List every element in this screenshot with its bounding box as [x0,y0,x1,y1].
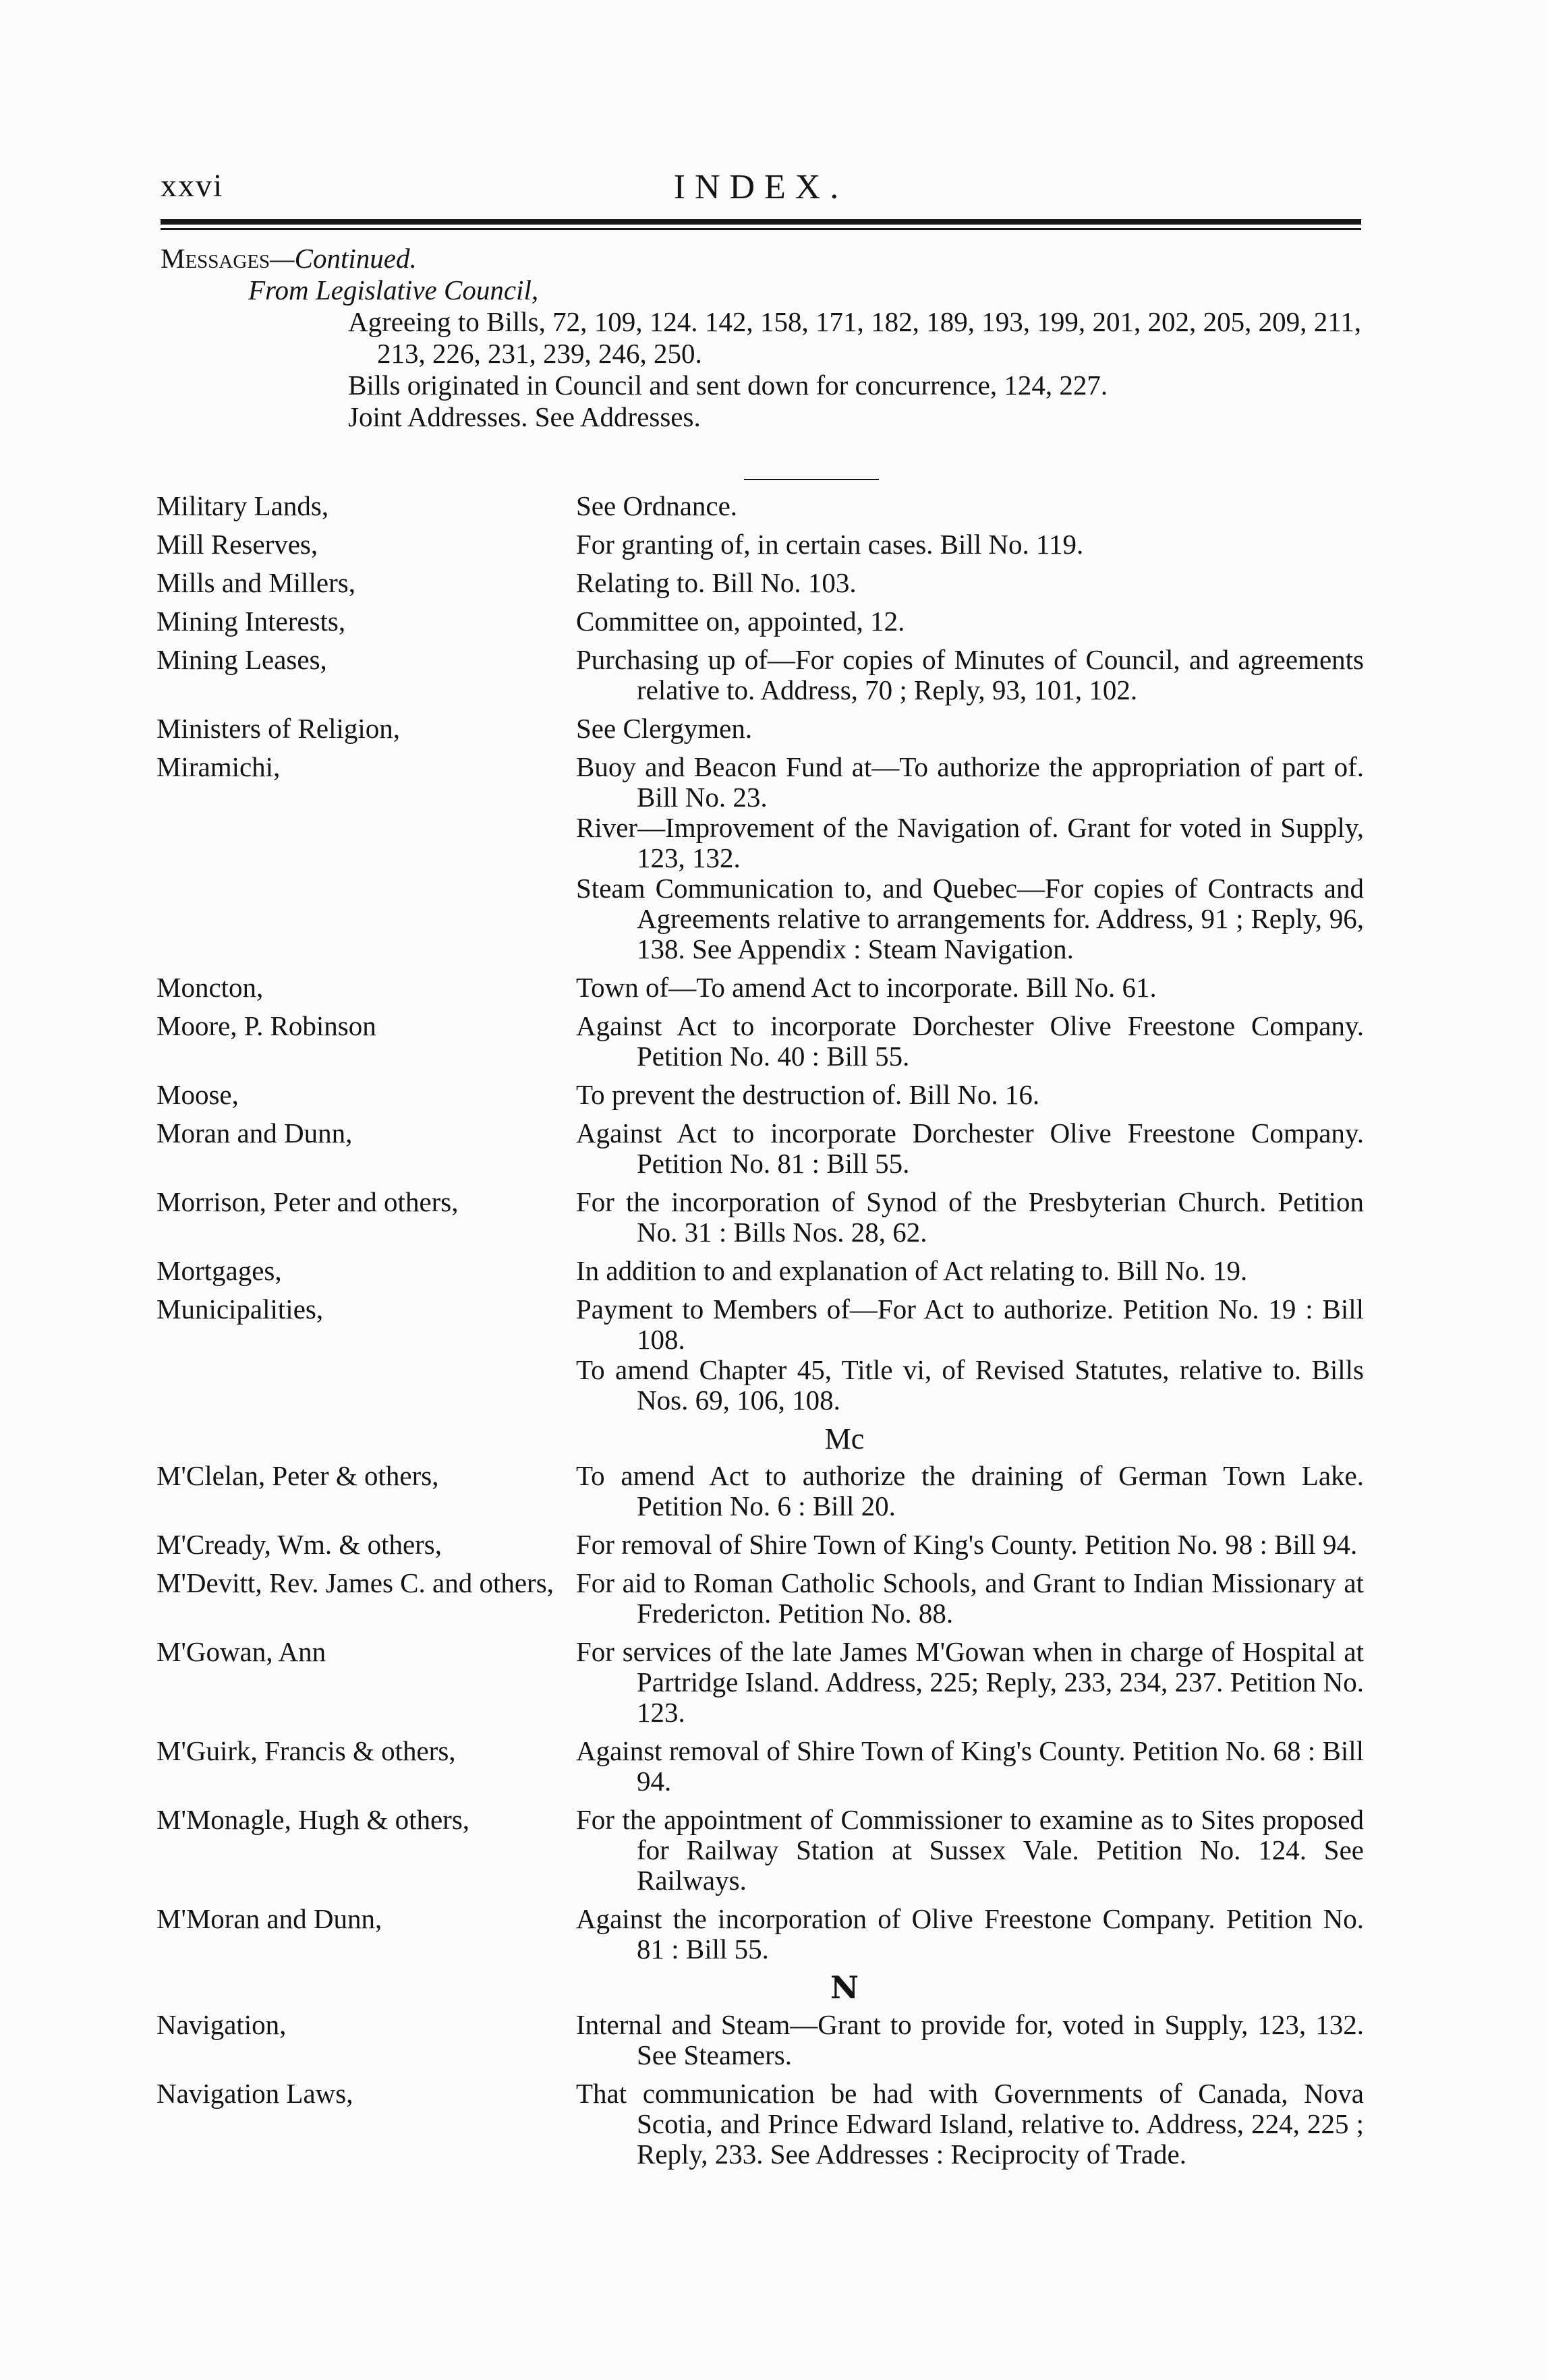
index-entry [156,714,1364,744]
entry-subject: Mortgages, [156,1255,282,1286]
entry-subject: Navigation, [156,2009,287,2040]
entry-subject: Mill Reserves, [156,529,318,560]
entry-text: In addition to and explanation of Act relating to. Bill No. 19. [576,1255,1248,1286]
entry-text: That communication be had with Governments of Canada, Nova Scotia, and Prince Edward Island, relative to. Address, 224, 225 ; Reply, 233. See Addresses : Reciprocity of Trade. [576,2078,1364,2170]
index-entry [156,2079,1364,2170]
messages-line: Agreeing to Bills, 72, 109, 124. 142, 158, 171, 182, 189, 193, 199, 201, 202, 205, 209, 211, 213, 226, 231, 239, 246, 250. [348,306,1361,369]
section-heading-mc: Mc [824,1422,865,1455]
entry-text: For removal of Shire Town of King's County. Petition No. 98 : Bill 94. [576,1529,1358,1560]
n-entries [156,2010,1364,2170]
entry-subject: Miramichi, [156,751,281,782]
index-entry [156,1805,1364,1896]
entry-text: River—Improvement of the Navigation of. Grant for voted in Supply, 123, 132. [576,812,1364,873]
index-entry [156,568,1364,598]
messages-from: From Legislative Council, [248,274,539,306]
entry-text: For aid to Roman Catholic Schools, and Grant to Indian Missionary at Fredericton. Petition No. 88. [576,1567,1364,1629]
entry-text: Town of—To amend Act to incorporate. Bill No. 61. [576,972,1157,1003]
index-entry [156,1011,1364,1072]
entry-text: For the appointment of Commissioner to examine as to Sites proposed for Railway Station at Sussex Vale. Petition No. 124. See Railways. [576,1804,1364,1896]
entry-subject: M'Devitt, Rev. James C. and others, [156,1567,554,1598]
index-entry [156,529,1364,560]
index-entry [156,1904,1364,1965]
entry-subject: M'Monagle, Hugh & others, [156,1804,470,1835]
index-entries [156,491,1364,2178]
entry-subject: Morrison, Peter and others, [156,1186,459,1217]
entry-subject: Moore, P. Robinson [156,1010,376,1041]
messages-heading: Messages [161,243,270,274]
index-entry [156,1080,1364,1110]
entry-subject: M'Moran and Dunn, [156,1903,382,1934]
index-entry [156,1568,1364,1629]
entry-text: Internal and Steam—Grant to provide for, voted in Supply, 123, 132. See Steamers. [576,2009,1364,2070]
entry-subject: Navigation Laws, [156,2078,353,2109]
entry-subject: Municipalities, [156,1294,324,1325]
messages-block [161,243,1361,433]
header-rule-thin [161,228,1361,230]
page-title: INDEX. [673,168,849,206]
index-entry [156,1461,1364,1521]
entry-text: Against removal of Shire Town of King's County. Petition No. 68 : Bill 94. [576,1735,1364,1797]
entry-subject: Moncton, [156,972,264,1003]
entry-text: Relating to. Bill No. 103. [576,567,857,598]
mc-entries [156,1461,1364,1965]
entry-subject: Military Lands, [156,490,329,521]
entry-text: For services of the late James M'Gowan when in charge of Hospital at Partridge Island. Address, 225; Reply, 233, 234, 237. Petition No. 123. [576,1636,1364,1728]
entry-subject: Moose, [156,1079,239,1110]
entry-text: For the incorporation of Synod of the Presbyterian Church. Petition No. 31 : Bills Nos. 28, 62. [576,1186,1364,1248]
running-header [161,167,1361,214]
entry-text: See Ordnance. [576,490,738,521]
index-entry [156,1187,1364,1248]
entry-subject: Moran and Dunn, [156,1118,353,1149]
section-heading-n: N [830,1969,859,2006]
index-entry [156,1294,1364,1416]
entry-text: To prevent the destruction of. Bill No. 16. [576,1079,1040,1110]
entry-subject: Mining Leases, [156,644,327,675]
entry-subject: M'Guirk, Francis & others, [156,1735,456,1766]
index-entry [156,752,1364,964]
index-entry [156,1256,1364,1286]
entry-subject: M'Gowan, Ann [156,1636,326,1667]
messages-line: Joint Addresses. See Addresses. [348,401,701,432]
header-rule-thick [161,219,1361,225]
m-entries [156,491,1364,1416]
messages-continued: —Continued. [270,243,417,274]
entry-subject: M'Cready, Wm. & others, [156,1529,442,1560]
entry-text: Against the incorporation of Olive Freestone Company. Petition No. 81 : Bill 55. [576,1903,1364,1965]
entry-subject: M'Clelan, Peter & others, [156,1460,439,1491]
entry-text: Purchasing up of—For copies of Minutes of Council, and agreements relative to. Address, 70 ; Reply, 93, 101, 102. [576,644,1364,705]
entry-text: Against Act to incorporate Dorchester Olive Freestone Company. Petition No. 81 : Bill 55. [576,1118,1364,1179]
index-entry [156,606,1364,637]
index-entry [156,973,1364,1003]
entry-text: See Clergymen. [576,713,753,744]
section-divider [744,479,879,480]
messages-line: Bills originated in Council and sent down for concurrence, 124, 227. [348,370,1108,401]
entry-text: Against Act to incorporate Dorchester Olive Freestone Company. Petition No. 40 : Bill 55. [576,1010,1364,1072]
index-entry [156,1118,1364,1179]
entry-subject: Ministers of Religion, [156,713,401,744]
entry-text: For granting of, in certain cases. Bill No. 119. [576,529,1084,560]
entry-text: To amend Act to authorize the draining of German Town Lake. Petition No. 6 : Bill 20. [576,1460,1364,1521]
index-entry [156,491,1364,521]
index-entry [156,645,1364,705]
entry-text: Payment to Members of—For Act to authorize. Petition No. 19 : Bill 108. [576,1294,1364,1355]
index-entry [156,2010,1364,2070]
index-entry [156,1637,1364,1728]
entry-text: Steam Communication to, and Quebec—For copies of Contracts and Agreements relative to arrangements for. Address, 91 ; Reply, 96, 138. See Appendix : Steam Navigation. [576,873,1364,964]
entry-subject: Mills and Millers, [156,567,355,598]
entry-text: To amend Chapter 45, Title vi, of Revised Statutes, relative to. Bills Nos. 69, 106, 108. [576,1354,1364,1416]
entry-text: Committee on, appointed, 12. [576,606,905,637]
entry-text: Buoy and Beacon Fund at—To authorize the appropriation of part of. Bill No. 23. [576,751,1364,813]
page-number: xxvi [161,168,224,204]
index-entry [156,1736,1364,1797]
entry-subject: Mining Interests, [156,606,346,637]
index-entry [156,1530,1364,1560]
